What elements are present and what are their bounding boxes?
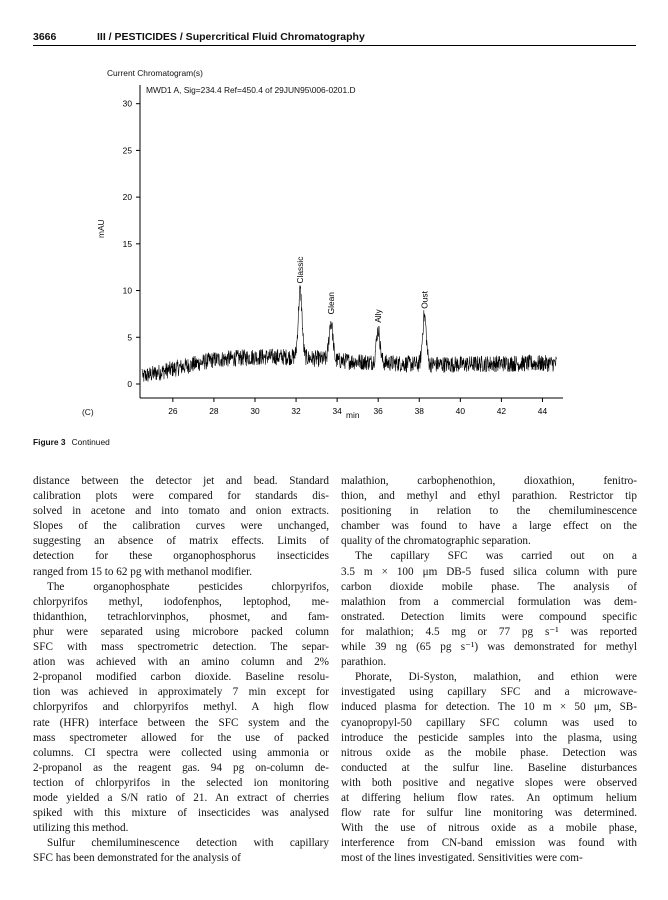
text-line: phur were separated using microbore packed column: [33, 625, 329, 638]
text-line: With the use of nitrous oxide as a mobile phase,: [341, 822, 637, 835]
text-line: chlorpyrifos methyl, iodofenphos, leptophod, me-: [33, 595, 329, 608]
paragraph: [341, 549, 637, 670]
text-line: columns. CI spectra were collected using ammonia or: [33, 746, 329, 759]
paragraph: [33, 580, 329, 837]
chromatogram-trace: [142, 285, 557, 381]
running-title: III / PESTICIDES / Supercritical Fluid Chromatography: [97, 31, 365, 43]
text-line: detection for these organophosphorus insecticides: [33, 550, 329, 563]
text-line: distance between the detector jet and bead. Standard: [33, 475, 329, 487]
text-line: most of the lines investigated. Sensitivities were com-: [341, 852, 583, 865]
x-tick-label: 38: [414, 406, 424, 416]
peak-label: Glean: [325, 292, 336, 315]
text-line: malathion, carbophenothion, dioxathion, fenitro-: [341, 475, 637, 487]
y-tick-label: 20: [122, 192, 132, 203]
y-tick-label: 10: [122, 285, 132, 296]
text-line: carbon dioxide mobile phase. The analysis of: [341, 580, 637, 593]
text-line: cyanopropyl-50 capillary SFC column was used to: [341, 716, 637, 729]
body-column-right: [341, 474, 637, 866]
text-line: thion, and methyl and ethyl parathion. Restrictor tip: [341, 490, 637, 503]
text-line: Phorate, Di-Syston, malathion, and ethion were: [355, 671, 637, 684]
text-line: rate (HFR) interface between the SFC system and the: [33, 716, 329, 729]
text-line: suggesting an absence of matrix effects. Limits of: [33, 535, 329, 548]
x-tick-label: 40: [455, 406, 465, 416]
text-line: flow rate for sulfur line monitoring was determined.: [341, 807, 637, 820]
text-line: parathion.: [341, 656, 387, 669]
text-line: Sulfur chemiluminescence detection with capillary: [47, 837, 329, 850]
text-line: tection of chlorpyrifos in the selected ion monitoring: [33, 776, 329, 789]
text-line: SFC has been demonstrated for the analysis of: [33, 852, 241, 865]
text-line: nitrous oxide as the mobile phase. Detection was: [341, 746, 637, 759]
page-number: 3666: [33, 31, 57, 43]
text-line: mass spectrometer allowed for the use of packed: [33, 731, 329, 744]
y-tick-label: 30: [122, 98, 132, 109]
text-line: ranged from 15 to 62 pg with methanol modifier.: [33, 565, 253, 578]
panel-title: Current Chromatogram(s): [107, 68, 203, 78]
paragraph: [341, 474, 637, 549]
y-tick-label: 0: [127, 378, 132, 389]
caption-text: Continued: [71, 437, 110, 447]
chart-title: MWD1 A, Sig=234.4 Ref=450.4 of 29JUN95\006-0201.D: [146, 85, 356, 95]
text-line: The organophosphate pesticides chlorpyrifos,: [47, 580, 329, 593]
text-line: for malathion; 4.5 mg or 77 pg s⁻¹ was reported: [341, 625, 637, 638]
text-line: chamber was found to have a large effect on the: [341, 520, 637, 533]
x-tick-label: 36: [373, 406, 383, 416]
text-line: calibration plots were compared for standards dis-: [33, 490, 329, 503]
text-line: at differing helium flow rates. An optimum helium: [341, 791, 637, 804]
text-line: investigated using capillary SFC and a microwave-: [341, 686, 637, 699]
text-line: thidanthion, tetrachlorvinphos, phosmet, and fam-: [33, 610, 329, 623]
text-line: malathion from a commercial formulation was dem-: [341, 595, 637, 608]
text-line: solved in acetone and into tomato and onion extracts.: [33, 505, 329, 518]
text-line: 2-propanol modified carbon dioxide. Baseline resolu-: [33, 671, 329, 684]
y-tick-label: 5: [127, 332, 132, 343]
x-axis-label: min: [346, 410, 360, 420]
peak-label: Classic: [295, 256, 306, 284]
x-tick-label: 26: [168, 406, 178, 416]
text-line: tion was achieved in approximately 7 min except for: [33, 686, 329, 699]
y-axis-label: mAU: [96, 219, 106, 238]
text-line: SFC with mass spectrometric detection. The separ-: [33, 641, 329, 654]
y-tick-label: 25: [122, 145, 132, 156]
text-line: mode yielded a S/N ratio of 21. An extract of cherries: [33, 791, 329, 804]
text-line: introduce the pesticide samples into the plasma, using: [341, 731, 637, 744]
panel-label: (C): [82, 407, 94, 417]
text-line: spiked with this mixture of insecticides was analysed: [33, 807, 329, 820]
x-tick-label: 44: [537, 406, 548, 416]
text-line: positioning in relation to the chemiluminescence: [341, 505, 637, 518]
text-line: with both positive and negative slopes were observed: [341, 776, 637, 789]
text-line: conducted at the sulfur line. Baseline disturbances: [341, 761, 637, 774]
text-line: 2-propanol as the reagent gas. 94 pg on-column de-: [33, 761, 329, 774]
x-tick-label: 34: [332, 406, 342, 416]
x-tick-label: 32: [291, 406, 301, 416]
text-line: 3.5 m × 100 μm DB-5 fused silica column with pure: [341, 565, 637, 578]
text-line: while 39 ng (65 pg s⁻¹) was demonstrated for methyl: [341, 641, 637, 654]
text-line: utilizing this method.: [33, 822, 129, 835]
figure-caption: [33, 437, 110, 447]
paragraph: [33, 474, 329, 580]
peak-label: Ally: [373, 309, 384, 323]
text-line: Slopes of the calibration curves were unchanged,: [33, 520, 329, 533]
text-line: interference from CN-band emission was found with: [341, 837, 637, 850]
paragraph: [341, 670, 637, 866]
x-tick-label: 42: [496, 406, 507, 416]
text-line: induced plasma for detection. The 10 m × 50 μm, SB-: [341, 701, 637, 714]
text-line: onstrated. Detection limits were compound specific: [341, 610, 637, 623]
paragraph: [33, 836, 329, 866]
text-line: ation was achieved with an amino column and 2%: [33, 656, 329, 669]
text-line: The capillary SFC was carried out on a: [355, 550, 637, 563]
y-tick-label: 15: [122, 238, 132, 249]
text-line: quality of the chromatographic separation.: [341, 535, 531, 548]
peak-label: Oust: [419, 291, 430, 309]
text-line: chlorpyrifos and chlorpyrifos methyl. A high flow: [33, 701, 329, 714]
body-column-left: [33, 474, 329, 866]
x-tick-label: 28: [209, 406, 219, 416]
x-tick-label: 30: [250, 406, 260, 416]
caption-label: Figure 3: [33, 437, 66, 447]
